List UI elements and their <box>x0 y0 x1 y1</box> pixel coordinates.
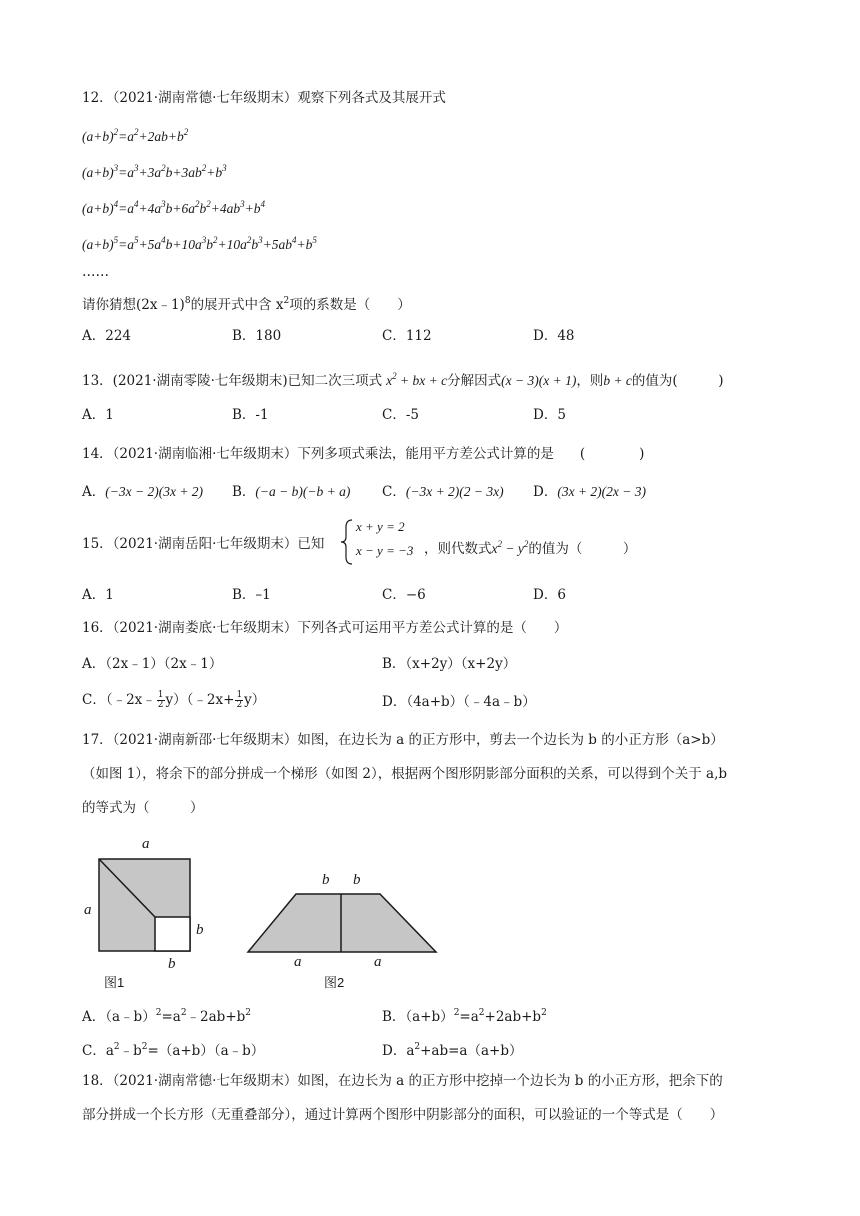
q17-option-b[interactable]: B．$(a+b)^2=a^2+2ab+b^2$ <box>382 1008 547 1025</box>
fig2-label-top-1: b <box>322 872 330 888</box>
q12-question: 请你猜想(2x﹣1)$^8$的展开式中含 $x^2$项的系数是（ ） <box>82 296 411 313</box>
q14-option-c[interactable]: C．(−3x + 2)(2 − 3x) <box>382 484 504 500</box>
q15-option-c[interactable]: C．−6 <box>382 587 426 603</box>
q16-stem: 16．（2021·湖南娄底·七年级期末）下列各式可运用平方差公式计算的是（ ） <box>82 620 568 636</box>
q12-expansion-4: $(a+b)^5=a^5+5a^4b+10a^3b^2+10a^2b^3+5ab^4+b^5$ <box>82 235 317 252</box>
fig2-label-top-2: b <box>353 872 361 888</box>
fig1-label-bottom: b <box>168 956 176 972</box>
q16-option-a[interactable]: A．（2x﹣1）（2x﹣1） <box>82 656 223 672</box>
fig1-caption: 图1 <box>104 975 125 990</box>
q16-option-d[interactable]: D．（4a+b）（﹣4a﹣b） <box>382 694 536 710</box>
q15-option-d[interactable]: D．6 <box>533 587 566 603</box>
q17-figure-2 <box>240 868 440 996</box>
q14-option-a[interactable]: A．(−3x − 2)(3x + 2) <box>82 484 204 500</box>
q12-option-a[interactable]: A．224 <box>82 328 132 344</box>
q15-option-b[interactable]: B．–1 <box>232 587 271 603</box>
q12-ellipsis: …… <box>82 264 109 280</box>
q18-stem-line-1: 18．（2021·湖南常德·七年级期末）如图，在边长为 a 的正方形中挖掉一个边长为 b 的小正方形，把余下的 <box>82 1073 723 1089</box>
q12-expansion-2: $(a+b)^3=a^3+3a^2b+3ab^2+b^3$ <box>82 163 227 180</box>
q17-figure-1 <box>80 832 220 992</box>
q16-option-b[interactable]: B．（x+2y）（x+2y） <box>382 656 517 672</box>
q15-stem-b: ，则代数式$x^2 - y^2$的值为（ ） <box>424 539 637 557</box>
q13-option-a[interactable]: A．1 <box>82 407 114 423</box>
q17-stem-line-1: 17．（2021·湖南新邵·七年级期末）如图，在边长为 a 的正方形中，剪去一个边长为 b 的小正方形（a>b） <box>82 732 724 748</box>
q12-expansion-3: $(a+b)^4=a^4+4a^3b+6a^2b^2+4ab^3+b^4$ <box>82 199 265 216</box>
q14-option-b[interactable]: B．(−a − b)(−b + a) <box>232 484 351 500</box>
fig2-label-bottom-1: a <box>294 954 302 970</box>
q12-expansion-1: $(a+b)^2=a^2+2ab+b^2$ <box>82 127 189 144</box>
q17-option-a[interactable]: A．$(a﹣b)^2=a^2﹣2ab+b^2$ <box>82 1008 252 1025</box>
fig1-label-left: a <box>84 902 92 918</box>
q12-option-b[interactable]: B．180 <box>232 328 282 344</box>
fig1-label-top: a <box>142 836 150 852</box>
q15-stem-a: 15．（2021·湖南岳阳·七年级期末）已知 <box>82 536 325 552</box>
q15-system-brace <box>340 519 356 565</box>
q17-stem-line-3: 的等式为（ ） <box>82 800 204 816</box>
q15-system-eq1: x + y = 2 <box>356 519 405 534</box>
q15-system-eq2: x − y = −3 <box>356 543 414 558</box>
q12-option-c[interactable]: C．112 <box>382 328 432 344</box>
q18-stem-line-2: 部分拼成一个长方形（无重叠部分），通过计算两个图形中阴影部分的面积，可以验证的一个等式是（ ） <box>82 1107 724 1123</box>
q12-option-d[interactable]: D．48 <box>533 328 575 344</box>
q13-option-b[interactable]: B．-1 <box>232 407 269 423</box>
q17-option-d[interactable]: D．$a^2+ab=a(a+b)$ <box>382 1042 523 1059</box>
q17-stem-line-2: （如图 1），将余下的部分拼成一个梯形（如图 2），根据两个图形阴影部分面积的关系，可以得到个关于 a,b <box>82 766 728 782</box>
q13-option-d[interactable]: D．5 <box>533 407 566 423</box>
fig2-label-bottom-2: a <box>374 954 382 970</box>
q13-option-c[interactable]: C．-5 <box>382 407 419 423</box>
fig2-caption: 图2 <box>324 975 345 990</box>
fig1-label-right: b <box>196 922 204 938</box>
q13-stem: 13．(2021·湖南零陵·七年级期末)已知二次三项式 $x^2$ + bx + c分解因式(x − 3)(x + 1)，则b + c的值为( ) <box>82 371 724 389</box>
q17-option-c[interactable]: C．$a^2﹣b^2=(a+b)(a﹣b)$ <box>82 1042 265 1059</box>
q16-option-c[interactable]: C．（﹣2x﹣ $\frac{1}{2}$ y）（﹣2x+ $\frac{1}{2}$ y） <box>82 690 266 710</box>
q14-option-d[interactable]: D．(3x + 2)(2x − 3) <box>533 484 647 500</box>
q14-stem: 14．（2021·湖南临湘·七年级期末）下列多项式乘法，能用平方差公式计算的是 ( ) <box>82 446 645 462</box>
q12-stem: 12．（2021·湖南常德·七年级期末）观察下列各式及其展开式 <box>82 90 446 106</box>
q15-option-a[interactable]: A．1 <box>82 587 114 603</box>
